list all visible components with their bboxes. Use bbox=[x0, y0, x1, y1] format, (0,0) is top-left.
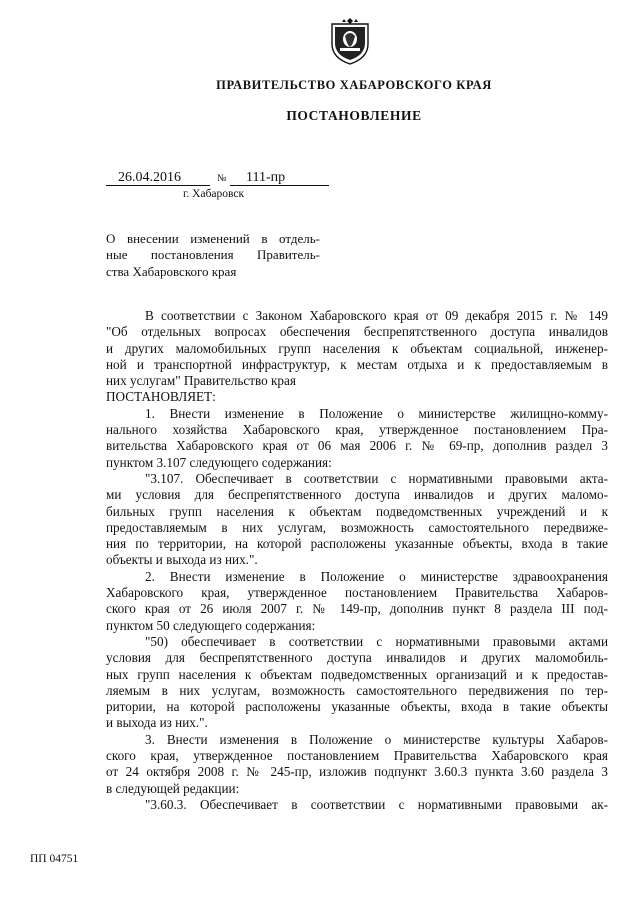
body-line: и выхода из них.". bbox=[106, 715, 208, 731]
document-type-title: ПОСТАНОВЛЕНИЕ bbox=[286, 108, 422, 123]
body-line: от 24 октября 2008 г. № 245-пр, изложив подпункт 3.60.3 пункта 3.60 раздела 3 bbox=[106, 764, 608, 780]
body-line: ми условия для беспрепятственного доступа инвалидов и других маломо- bbox=[106, 487, 608, 503]
body-line: них услугам" Правительство края bbox=[106, 373, 296, 389]
body-line: 1. Внести изменение в Положение о министерстве жилищно-комму- bbox=[145, 405, 608, 421]
document-number: 111-пр bbox=[246, 170, 286, 185]
date-number-line bbox=[106, 170, 329, 186]
government-title: ПРАВИТЕЛЬСТВО ХАБАРОВСКОГО КРАЯ bbox=[216, 78, 492, 92]
number-sign: № bbox=[217, 173, 227, 184]
body-line: "3.60.3. Обеспечивает в соответствии с нормативными правовыми ак- bbox=[145, 796, 608, 812]
body-line: "50) обеспечивает в соответствии с нормативными правовыми актами bbox=[145, 633, 608, 649]
body-line: ритории, на которой расположены указанные объекты, входа в такие объекты bbox=[106, 699, 608, 715]
body-line: ского края, утвержденное постановлением Правительства Хабаровского края bbox=[106, 748, 608, 764]
city-label: г. Хабаровск bbox=[183, 188, 245, 200]
date-underline bbox=[106, 185, 210, 186]
subject-line: ные постановления Правитель- bbox=[106, 248, 320, 263]
subject-line: О внесении изменений в отдель- bbox=[106, 232, 320, 246]
coat-of-arms-emblem-icon bbox=[328, 18, 372, 66]
body-line: 3. Внести изменения в Положение о министерстве культуры Хабаров- bbox=[145, 731, 608, 747]
body-line: объекты и выхода из них.". bbox=[106, 552, 258, 568]
body-line: 2. Внести изменение в Положение о министерстве здравоохранения bbox=[145, 568, 608, 584]
body-line: ского края от 26 июля 2007 г. № 149-пр, дополнив пункт 8 раздела III под- bbox=[106, 601, 608, 617]
body-line: нального хозяйства Хабаровского края, утвержденное постановлением Пра- bbox=[106, 422, 608, 438]
body-line: "3.107. Обеспечивает в соответствии с нормативными правовыми акта- bbox=[145, 470, 608, 486]
body-line: ния по территории, на которой расположены указанные объекты, входа в такие bbox=[106, 536, 608, 552]
body-line: пунктом 50 следующего содержания: bbox=[106, 617, 316, 633]
body-line: ной и транспортной инфраструктур, к местам отдыха и к предоставляемым в bbox=[106, 356, 608, 372]
body-line: "Об отдельных вопросах обеспечения беспрепятственного доступа инвалидов bbox=[106, 324, 608, 340]
subject-line: ства Хабаровского края bbox=[106, 263, 237, 279]
body-line: В соответствии с Законом Хабаровского края от 09 декабря 2015 г. № 149 bbox=[145, 308, 608, 323]
body-line: бильных групп населения к объектам подведомственных учреждений и к bbox=[106, 503, 608, 519]
document-body bbox=[106, 308, 608, 813]
body-line: ляемым в них услугам, возможность самостоятельного передвижения по тер- bbox=[106, 682, 608, 698]
body-line: Хабаровского края, утвержденное постановлением Правительства Хабаров- bbox=[106, 585, 608, 601]
footer-code: ПП 04751 bbox=[30, 853, 79, 865]
number-underline bbox=[230, 185, 329, 186]
body-line: и других маломобильных групп населения к объектам социальной, инженер- bbox=[106, 340, 608, 356]
body-line: вительства Хабаровского края от 06 мая 2006 г. № 69-пр, дополнив раздел 3 bbox=[106, 438, 608, 454]
document-subject bbox=[106, 232, 320, 279]
body-line: ПОСТАНОВЛЯЕТ: bbox=[106, 389, 216, 405]
document-date: 26.04.2016 bbox=[118, 170, 181, 185]
body-line: в следующей редакции: bbox=[106, 780, 240, 796]
body-line: ных групп населения к объектам подведомственных организаций и к предостав- bbox=[106, 666, 608, 682]
body-line: пунктом 3.107 следующего содержания: bbox=[106, 454, 332, 470]
body-line: условия для беспрепятственного доступа инвалидов и других маломобиль- bbox=[106, 650, 608, 666]
body-line: предоставляемым в них услугам, возможность самостоятельного передвиже- bbox=[106, 519, 608, 535]
